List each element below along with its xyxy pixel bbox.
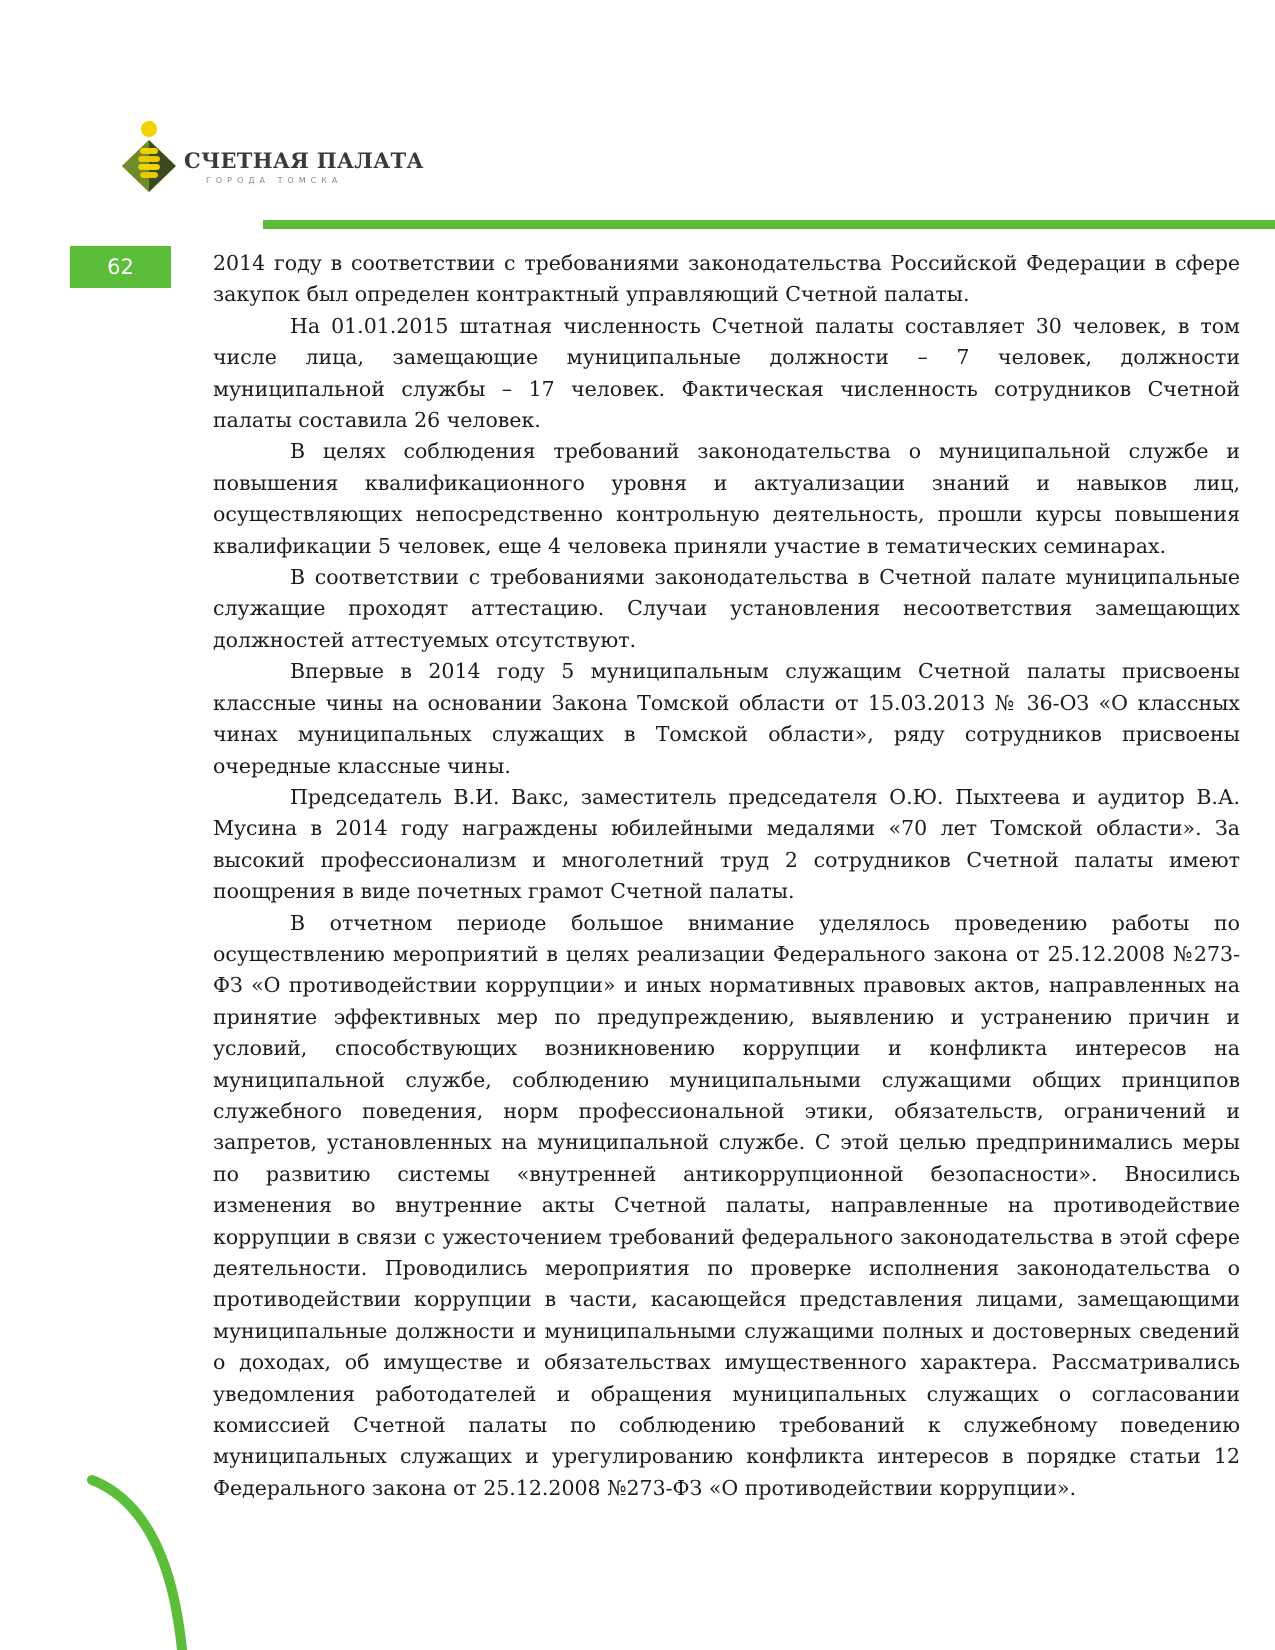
paragraph: 2014 году в соответствии с требованиями законодательства Российской Федерации в сфере закупок был определен контрактный управляющий Счетной палаты.	[213, 251, 1240, 307]
paragraph: Впервые в 2014 году 5 муниципальным служащим Счетной палаты присвоены классные чины на основании Закона Томской области от 15.03.2013 № 36-ОЗ «О классных чинах муниципальных служащих в Томской области», ряду сотрудников присвоены очередные классные чины.	[213, 659, 1240, 778]
paragraph: Председатель В.И. Вакс, заместитель председателя О.Ю. Пыхтеева и аудитор В.А. Мусина в 2014 году награждены юбилейными медалями «70 лет Томской области». За высокий профессионализм и многолетний труд 2 сотрудников Счетной палаты имеют поощрения в виде почетных грамот Счетной палаты.	[213, 784, 1240, 904]
header-rule	[263, 220, 1275, 229]
green-arc-icon	[0, 1470, 200, 1650]
org-subtitle: ГОРОДА ТОМСКА	[206, 176, 343, 185]
org-name: СЧЕТНАЯ ПАЛАТА	[184, 148, 424, 173]
header-logo	[118, 120, 424, 200]
document-body	[213, 248, 1240, 1504]
paragraph: В соответствии с требованиями законодательства в Счетной палате муниципальные служащие проходят аттестацию. Случаи установления несоответствия замещающих должностей аттестуемых отсутствуют.	[213, 565, 1240, 652]
page-number: 62	[70, 246, 171, 288]
paragraph: В целях соблюдения требований законодательства о муниципальной службе и повышения квалификационного уровня и актуализации знаний и навыков лиц, осуществляющих непосредственно контрольную деятельность, прошли курсы повышения квалификации 5 человек, еще 4 человека приняли участие в тематических семинарах.	[213, 439, 1240, 558]
accounts-chamber-emblem-icon	[118, 120, 180, 200]
paragraph: На 01.01.2015 штатная численность Счетной палаты составляет 30 человек, в том числе лица, замещающие муниципальные должности – 7 человек, должности муниципальной службы – 17 человек. Фактическая численность сотрудников Счетной палаты составила 26 человек.	[213, 313, 1240, 433]
paragraph: В отчетном периоде большое внимание уделялось проведению работы по осуществлению мероприятий в целях реализации Федерального закона от 25.12.2008 №273-ФЗ «О противодействии коррупции» и иных нормативных правовых актов, направленных на принятие эффективных мер по предупреждению, выявлению и устранению причин и условий, способствующих возникновению коррупции и конфликта интересов на муниципальной службе, соблюдению муниципальными служащими общих принципов служебного поведения, норм профессиональной этики, обязательств, ограничений и запретов, установленных на муниципальной службе. С этой целью предпринимались меры по развитию системы «внутренней антикоррупционной безопасности». Вносились изменения во внутренние акты Счетной палаты, направленные на противодействие коррупции в связи с ужесточением требований федерального законодательства в этой сфере деятельности. Проводились мероприятия по проверке исполнения законодательства о противодействии коррупции в части, касающейся представления лицами, замещающими муниципальные должности и муниципальными служащими полных и достоверных сведений о доходах, об имуществе и обязательствах имущественного характера. Рассматривались уведомления работодателей и обращения муниципальных служащих о согласовании комиссией Счетной палаты по соблюдению требований к служебному поведению муниципальных служащих и урегулированию конфликта интересов в порядке статьи 12 Федерального закона от 25.12.2008 №273-ФЗ «О противодействии коррупции».	[213, 910, 1240, 1500]
